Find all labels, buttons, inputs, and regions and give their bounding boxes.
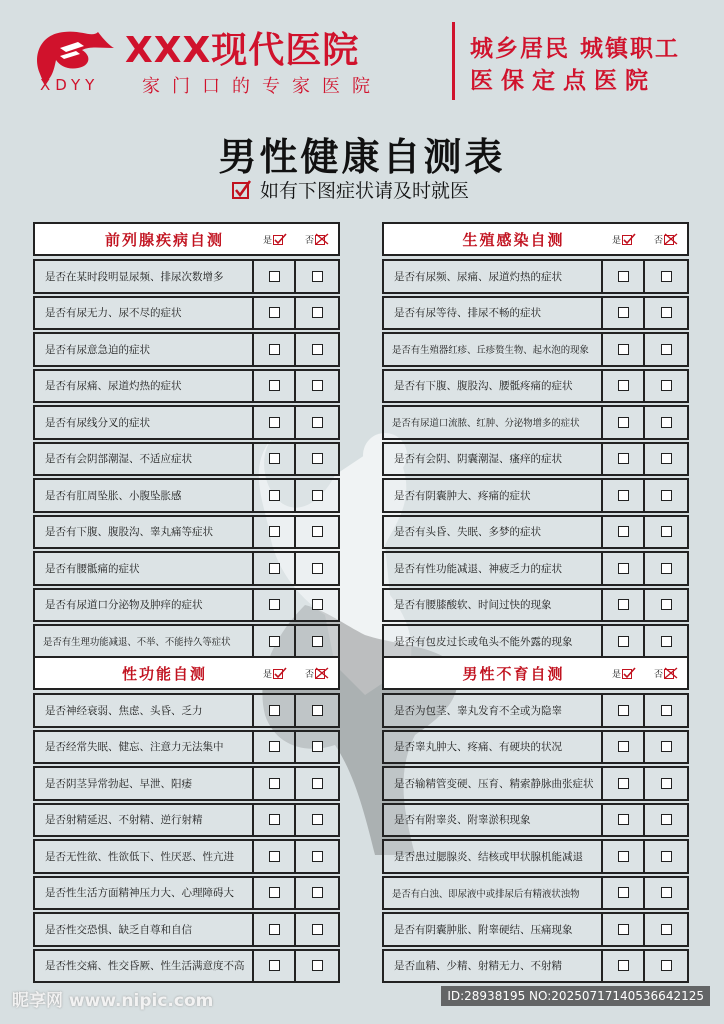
yes-checkbox[interactable]: [269, 417, 280, 428]
yes-checkbox[interactable]: [618, 814, 629, 825]
yes-checkbox[interactable]: [618, 741, 629, 752]
question-text: 是否有尿痛、尿道灼热的症状: [35, 371, 254, 402]
site-watermark: 昵享网 www.nipic.com: [12, 991, 214, 1011]
yes-cell: [603, 626, 645, 657]
no-checkbox[interactable]: [312, 380, 323, 391]
no-cell: [296, 951, 338, 982]
no-checkbox[interactable]: [661, 778, 672, 789]
section-title: 性功能自测: [121, 664, 207, 683]
question-text: 是否有阴囊肿大、疼痛的症状: [384, 480, 603, 511]
question-row: [382, 693, 689, 728]
yes-cell: [254, 444, 296, 475]
question-text: 是否有会阴、阴囊潮湿、瘙痒的症状: [384, 444, 603, 475]
no-cell: [296, 695, 338, 726]
insurance-line-2: 医保定点医院: [470, 68, 656, 94]
no-checkbox[interactable]: [661, 271, 672, 282]
yes-checkbox[interactable]: [618, 380, 629, 391]
no-checkbox[interactable]: [661, 851, 672, 862]
no-cell: [645, 732, 687, 763]
no-cell: [645, 695, 687, 726]
yes-checkbox[interactable]: [618, 563, 629, 574]
no-checkbox[interactable]: [661, 924, 672, 935]
yes-column-header: [603, 233, 645, 246]
question-row: [382, 296, 689, 331]
no-checkbox[interactable]: [312, 599, 323, 610]
question-row: [33, 803, 340, 838]
no-cell: [296, 480, 338, 511]
question-text: 是否为包茎、睾丸发育不全或为隐睾: [384, 695, 603, 726]
question-row: [382, 624, 689, 659]
no-checkbox[interactable]: [312, 924, 323, 935]
no-checkbox[interactable]: [661, 741, 672, 752]
question-text: 是否无性欲、性欲低下、性厌恶、性亢进: [35, 841, 254, 872]
question-text: 是否性交痛、性交昏厥、性生活满意度不高: [35, 951, 254, 982]
question-row: [33, 839, 340, 874]
section-header: [382, 222, 689, 256]
question-row: [382, 588, 689, 623]
section-header: [382, 656, 689, 690]
no-cell: [645, 841, 687, 872]
yes-cell: [603, 261, 645, 292]
question-row: [382, 551, 689, 586]
no-cell: [645, 334, 687, 365]
question-row: [33, 259, 340, 294]
yes-cell: [603, 444, 645, 475]
no-cell: [296, 371, 338, 402]
yes-cell: [254, 695, 296, 726]
question-row: [33, 766, 340, 801]
section-header: [33, 222, 340, 256]
yes-cell: [603, 480, 645, 511]
question-text: 是否有尿道口分泌物及肿痒的症状: [35, 590, 254, 621]
no-checkbox[interactable]: [312, 453, 323, 464]
yes-cell: [254, 626, 296, 657]
yes-checkbox[interactable]: [269, 453, 280, 464]
no-column-header: [645, 233, 687, 246]
yes-checkbox[interactable]: [618, 271, 629, 282]
question-row: [382, 766, 689, 801]
question-text: 是否输精管变硬、压育、精索静脉曲张症状: [384, 768, 603, 799]
yes-cell: [254, 261, 296, 292]
subtitle-text: 如有下图症状请及时就医: [260, 180, 470, 202]
yes-checkbox[interactable]: [269, 526, 280, 537]
question-row: [33, 730, 340, 765]
no-cell: [645, 298, 687, 329]
question-row: [33, 478, 340, 513]
no-checkbox[interactable]: [312, 705, 323, 716]
yes-cell: [603, 553, 645, 584]
question-row: [382, 730, 689, 765]
no-column-header: [296, 233, 338, 246]
question-text: 是否有生殖器红疹、丘疹赘生物、起水泡的现象: [384, 334, 603, 365]
no-checkbox[interactable]: [661, 307, 672, 318]
question-row: [33, 369, 340, 404]
yes-label: 是: [611, 235, 621, 246]
no-cell: [296, 878, 338, 909]
yes-cell: [603, 878, 645, 909]
subtitle: [232, 176, 469, 203]
question-text: 是否有下腹、腹股沟、睾丸痛等症状: [35, 517, 254, 548]
section-title: 男性不育自测: [462, 664, 565, 683]
no-checkbox[interactable]: [312, 778, 323, 789]
question-row: [33, 693, 340, 728]
question-text: 是否有附睾炎、附睾淤积现象: [384, 805, 603, 836]
yes-cell: [254, 517, 296, 548]
question-row: [33, 949, 340, 984]
yes-checkbox[interactable]: [269, 778, 280, 789]
question-text: 是否有腰骶痛的症状: [35, 553, 254, 584]
insurance-line-1: 城乡居民 城镇职工: [470, 36, 681, 62]
question-text: 是否患过腮腺炎、结核或甲状腺机能减退: [384, 841, 603, 872]
yes-column-header: [603, 667, 645, 680]
yes-label: 是: [262, 669, 272, 680]
question-text: 是否有白浊、即尿液中或排尿后有精液状浊物: [384, 878, 603, 909]
no-checkbox[interactable]: [661, 705, 672, 716]
yes-checkbox[interactable]: [269, 271, 280, 282]
no-column-header: [296, 667, 338, 680]
question-row: [33, 442, 340, 477]
no-cell: [296, 590, 338, 621]
yes-cell: [603, 517, 645, 548]
no-checkbox[interactable]: [661, 490, 672, 501]
question-row: [33, 876, 340, 911]
no-cell: [296, 553, 338, 584]
yes-cell: [603, 841, 645, 872]
no-checkbox[interactable]: [312, 526, 323, 537]
yes-checkbox[interactable]: [618, 344, 629, 355]
yes-cell: [254, 768, 296, 799]
yes-checkbox[interactable]: [618, 490, 629, 501]
no-checkbox[interactable]: [661, 344, 672, 355]
yes-cell: [254, 732, 296, 763]
question-row: [33, 588, 340, 623]
panel-male-infertility: [382, 656, 689, 985]
no-cell: [645, 768, 687, 799]
no-cell: [645, 626, 687, 657]
yes-cell: [603, 914, 645, 945]
question-text: 是否有包皮过长或龟头不能外露的现象: [384, 626, 603, 657]
yes-cell: [603, 951, 645, 982]
question-text: 是否有肛周坠胀、小腹坠胀感: [35, 480, 254, 511]
yes-cell: [254, 334, 296, 365]
no-cell: [296, 626, 338, 657]
question-text: 是否有生理功能减退、不举、不能持久等症状: [35, 626, 254, 657]
no-checkbox[interactable]: [312, 307, 323, 318]
question-row: [382, 332, 689, 367]
question-row: [382, 912, 689, 947]
yes-checkbox[interactable]: [269, 344, 280, 355]
yes-cell: [603, 732, 645, 763]
question-text: 是否阴茎异常勃起、早泄、阳痿: [35, 768, 254, 799]
question-text: 是否有尿无力、尿不尽的症状: [35, 298, 254, 329]
yes-cell: [254, 480, 296, 511]
yes-checkbox[interactable]: [269, 887, 280, 898]
no-label: 否: [653, 235, 663, 246]
question-row: [33, 624, 340, 659]
question-row: [382, 803, 689, 838]
question-row: [382, 839, 689, 874]
question-row: [382, 949, 689, 984]
no-cell: [296, 805, 338, 836]
question-row: [382, 259, 689, 294]
question-row: [382, 478, 689, 513]
no-checkbox[interactable]: [661, 599, 672, 610]
question-row: [382, 405, 689, 440]
no-checkbox[interactable]: [661, 526, 672, 537]
no-checkbox[interactable]: [312, 271, 323, 282]
no-checkbox[interactable]: [661, 814, 672, 825]
question-text: 是否有尿等待、排尿不畅的症状: [384, 298, 603, 329]
yes-cell: [603, 768, 645, 799]
yes-label: 是: [262, 235, 272, 246]
yes-checkbox[interactable]: [269, 741, 280, 752]
no-label: 否: [304, 235, 314, 246]
yes-checkbox[interactable]: [618, 705, 629, 716]
question-row: [382, 369, 689, 404]
no-checkbox[interactable]: [661, 960, 672, 971]
yes-cell: [254, 805, 296, 836]
no-checkbox[interactable]: [312, 814, 323, 825]
yes-checkbox[interactable]: [618, 851, 629, 862]
no-cell: [645, 517, 687, 548]
question-text: 是否有性功能减退、神疲乏力的症状: [384, 553, 603, 584]
no-checkbox[interactable]: [312, 887, 323, 898]
question-text: 是否有头昏、失眠、多梦的症状: [384, 517, 603, 548]
yes-cell: [254, 590, 296, 621]
question-text: 是否射精延迟、不射精、逆行射精: [35, 805, 254, 836]
no-label: 否: [653, 669, 663, 680]
checkbox-checked-icon: [232, 180, 252, 200]
no-cell: [296, 841, 338, 872]
cross-mark-icon: [315, 667, 329, 679]
yes-checkbox[interactable]: [269, 490, 280, 501]
question-text: 是否有尿频、尿痛、尿道灼热的症状: [384, 261, 603, 292]
yes-cell: [254, 371, 296, 402]
check-mark-icon: [622, 667, 636, 679]
yes-checkbox[interactable]: [618, 307, 629, 318]
section-title: 生殖感染自测: [462, 230, 565, 249]
yes-checkbox[interactable]: [269, 599, 280, 610]
no-cell: [296, 334, 338, 365]
yes-checkbox[interactable]: [269, 636, 280, 647]
question-row: [33, 296, 340, 331]
no-cell: [296, 732, 338, 763]
no-checkbox[interactable]: [312, 741, 323, 752]
yes-checkbox[interactable]: [269, 563, 280, 574]
question-text: 是否有尿线分叉的症状: [35, 407, 254, 438]
no-cell: [645, 371, 687, 402]
yes-checkbox[interactable]: [618, 924, 629, 935]
yes-checkbox[interactable]: [618, 636, 629, 647]
question-text: 是否有阴囊肿胀、附睾硬结、压痛现象: [384, 914, 603, 945]
yes-cell: [603, 334, 645, 365]
question-text: 是否经常失眠、健忘、注意力无法集中: [35, 732, 254, 763]
no-cell: [645, 407, 687, 438]
no-cell: [296, 444, 338, 475]
hospital-name: XXX现代医院: [125, 30, 360, 71]
no-cell: [645, 444, 687, 475]
question-text: 是否有腰膝酸软、时间过快的现象: [384, 590, 603, 621]
yes-checkbox[interactable]: [269, 960, 280, 971]
hospital-abbr: XDYY: [40, 76, 100, 94]
yes-checkbox[interactable]: [618, 599, 629, 610]
yes-column-header: [254, 667, 296, 680]
question-row: [33, 405, 340, 440]
yes-cell: [603, 298, 645, 329]
yes-cell: [254, 878, 296, 909]
panel-sexual-function: [33, 656, 340, 985]
cross-mark-icon: [664, 667, 678, 679]
yes-checkbox[interactable]: [618, 887, 629, 898]
page-title: 男性健康自测表: [218, 135, 506, 179]
yes-cell: [603, 695, 645, 726]
yes-checkbox[interactable]: [618, 417, 629, 428]
question-text: 是否睾丸肿大、疼痛、有硬块的状况: [384, 732, 603, 763]
no-checkbox[interactable]: [312, 490, 323, 501]
no-checkbox[interactable]: [312, 636, 323, 647]
no-cell: [296, 261, 338, 292]
yes-checkbox[interactable]: [269, 924, 280, 935]
yes-checkbox[interactable]: [269, 851, 280, 862]
yes-cell: [603, 371, 645, 402]
no-cell: [645, 805, 687, 836]
yes-cell: [254, 951, 296, 982]
question-row: [33, 551, 340, 586]
no-checkbox[interactable]: [661, 563, 672, 574]
yes-cell: [603, 805, 645, 836]
no-cell: [296, 407, 338, 438]
question-text: 是否性交恐惧、缺乏自尊和自信: [35, 914, 254, 945]
header-divider: [452, 22, 455, 100]
yes-cell: [603, 407, 645, 438]
check-mark-icon: [622, 233, 636, 245]
question-text: 是否在某时段明显尿频、排尿次数增多: [35, 261, 254, 292]
question-text: 是否血精、少精、射精无力、不射精: [384, 951, 603, 982]
yes-cell: [254, 298, 296, 329]
panel-genital-infection: [382, 222, 689, 661]
yes-checkbox[interactable]: [269, 705, 280, 716]
question-text: 是否有尿道口流脓、红肿、分泌物增多的症状: [384, 407, 603, 438]
no-checkbox[interactable]: [661, 417, 672, 428]
yes-checkbox[interactable]: [269, 380, 280, 391]
question-row: [382, 876, 689, 911]
yes-cell: [603, 590, 645, 621]
section-header: [33, 656, 340, 690]
question-text: 是否有下腹、腹股沟、腰骶疼痛的症状: [384, 371, 603, 402]
no-cell: [645, 878, 687, 909]
check-mark-icon: [273, 233, 287, 245]
yes-cell: [254, 407, 296, 438]
panel-prostate: [33, 222, 340, 661]
yes-cell: [254, 841, 296, 872]
question-row: [382, 515, 689, 550]
question-row: [33, 332, 340, 367]
yes-column-header: [254, 233, 296, 246]
yes-checkbox[interactable]: [618, 526, 629, 537]
no-checkbox[interactable]: [312, 851, 323, 862]
yes-cell: [254, 553, 296, 584]
section-title: 前列腺疾病自测: [104, 230, 224, 249]
no-checkbox[interactable]: [661, 887, 672, 898]
no-checkbox[interactable]: [661, 636, 672, 647]
yes-label: 是: [611, 669, 621, 680]
cross-mark-icon: [664, 233, 678, 245]
no-checkbox[interactable]: [312, 344, 323, 355]
no-label: 否: [304, 669, 314, 680]
cross-mark-icon: [315, 233, 329, 245]
no-cell: [645, 480, 687, 511]
question-text: 是否性生活方面精神压力大、心理障碍大: [35, 878, 254, 909]
hospital-slogan: 家门口的专家医院: [142, 76, 382, 97]
no-cell: [296, 298, 338, 329]
yes-checkbox[interactable]: [618, 778, 629, 789]
no-checkbox[interactable]: [661, 380, 672, 391]
no-cell: [296, 914, 338, 945]
yes-checkbox[interactable]: [269, 307, 280, 318]
no-column-header: [645, 667, 687, 680]
question-row: [382, 442, 689, 477]
check-mark-icon: [273, 667, 287, 679]
yes-checkbox[interactable]: [618, 453, 629, 464]
yes-checkbox[interactable]: [269, 814, 280, 825]
no-cell: [645, 914, 687, 945]
question-row: [33, 515, 340, 550]
yes-checkbox[interactable]: [618, 960, 629, 971]
question-row: [33, 912, 340, 947]
no-checkbox[interactable]: [661, 453, 672, 464]
no-cell: [296, 768, 338, 799]
question-text: 是否有尿意急迫的症状: [35, 334, 254, 365]
no-checkbox[interactable]: [312, 960, 323, 971]
no-cell: [645, 261, 687, 292]
no-checkbox[interactable]: [312, 563, 323, 574]
no-checkbox[interactable]: [312, 417, 323, 428]
question-text: 是否有会阴部潮湿、不适应症状: [35, 444, 254, 475]
no-cell: [296, 517, 338, 548]
yes-cell: [254, 914, 296, 945]
image-id-label: ID:28938195 NO:20250717140536642125: [441, 986, 710, 1006]
no-cell: [645, 553, 687, 584]
no-cell: [645, 590, 687, 621]
no-cell: [645, 951, 687, 982]
question-text: 是否神经衰弱、焦虑、头昏、乏力: [35, 695, 254, 726]
